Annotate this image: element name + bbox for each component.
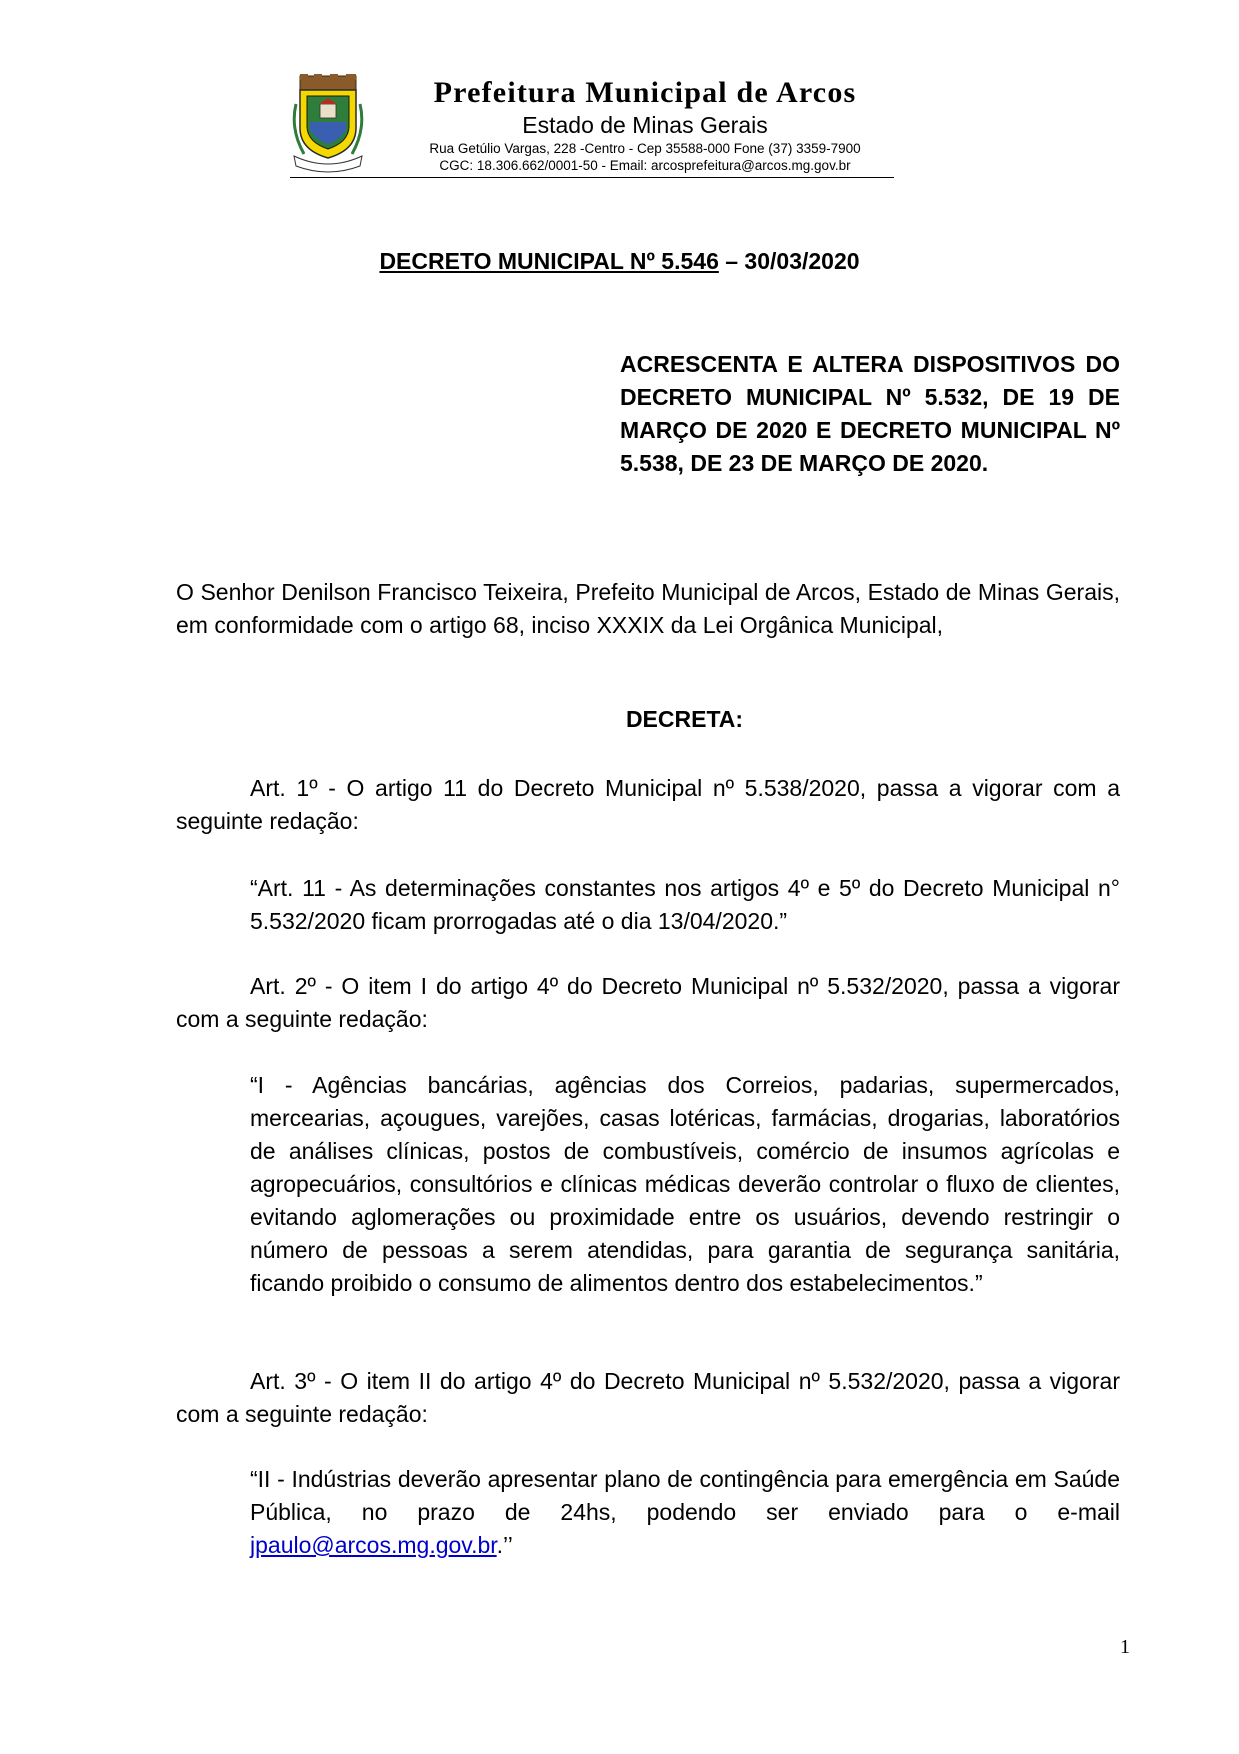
letterhead-state: Estado de Minas Gerais — [522, 112, 768, 138]
article-3-quote — [250, 1463, 1120, 1562]
letterhead-address: Rua Getúlio Vargas, 228 -Centro - Cep 35588-000 Fone (37) 3359-7900 — [429, 141, 861, 156]
letterhead-title: Prefeitura Municipal de Arcos — [433, 76, 857, 109]
article-3: Art. 3º - O item II do artigo 4º do Decreto Municipal nº 5.532/2020, passa a vigorar com a seguinte redação: — [176, 1368, 1120, 1427]
decree-title — [0, 248, 1239, 275]
decree-ementa: ACRESCENTA E ALTERA DISPOSITIVOS DO DECRETO MUNICIPAL Nº 5.532, DE 19 DE MARÇO DE 2020 E DECRETO MUNICIPAL Nº 5.538, DE 23 DE MARÇO DE 2020. — [620, 351, 1120, 476]
letterhead-divider — [290, 177, 894, 178]
letterhead-cgc: CGC: 18.306.662/0001-50 - Email: arcosprefeitura@arcos.mg.gov.br — [439, 158, 851, 173]
article-1: Art. 1º - O artigo 11 do Decreto Municipal nº 5.538/2020, passa a vigorar com a seguinte redação: — [176, 775, 1120, 834]
article-1-quote: “Art. 11 - As determinações constantes nos artigos 4º e 5º do Decreto Municipal n° 5.532/2020 ficam prorrogadas até o dia 13/04/2020.” — [250, 875, 1120, 934]
municipal-coat-of-arms-icon — [290, 74, 366, 174]
page-number: 1 — [1120, 1636, 1130, 1658]
article-2-quote: “I - Agências bancárias, agências dos Correios, padarias, supermercados, mercearias, açougues, varejões, casas lotéricas, farmácias, drogarias, laboratórios de análises clínicas, postos de combustíveis, comércio de insumos agrícolas e agropecuários, consultórios e clínicas médicas deverão controlar o fluxo de clientes, evitando aglomerações ou proximidade entre os usuários, devendo restringir o número de pessoas a serem atendidas, para garantia de segurança sanitária, ficando proibido o consumo de alimentos dentro dos estabelecimentos.” — [250, 1072, 1120, 1296]
decree-number: DECRETO MUNICIPAL Nº 5.546 — [379, 248, 719, 274]
article-3-quote-end: .’’ — [496, 1532, 513, 1558]
decreta-heading: DECRETA: — [625, 706, 744, 732]
preamble-paragraph: O Senhor Denilson Francisco Teixeira, Prefeito Municipal de Arcos, Estado de Minas Gerais, em conformidade com o artigo 68, inciso XXXIX da Lei Orgânica Municipal, — [176, 579, 1120, 638]
article-2: Art. 2º - O item I do artigo 4º do Decreto Municipal nº 5.532/2020, passa a vigorar com a seguinte redação: — [176, 973, 1120, 1032]
email-link[interactable]: jpaulo@arcos.mg.gov.br — [250, 1532, 497, 1558]
decree-date: – 30/03/2020 — [718, 248, 860, 274]
article-3-quote-text: “II - Indústrias deverão apresentar plano de contingência para emergência em Saúde Pública, no prazo de 24hs, podendo ser enviado para o e-mail — [250, 1466, 1120, 1525]
